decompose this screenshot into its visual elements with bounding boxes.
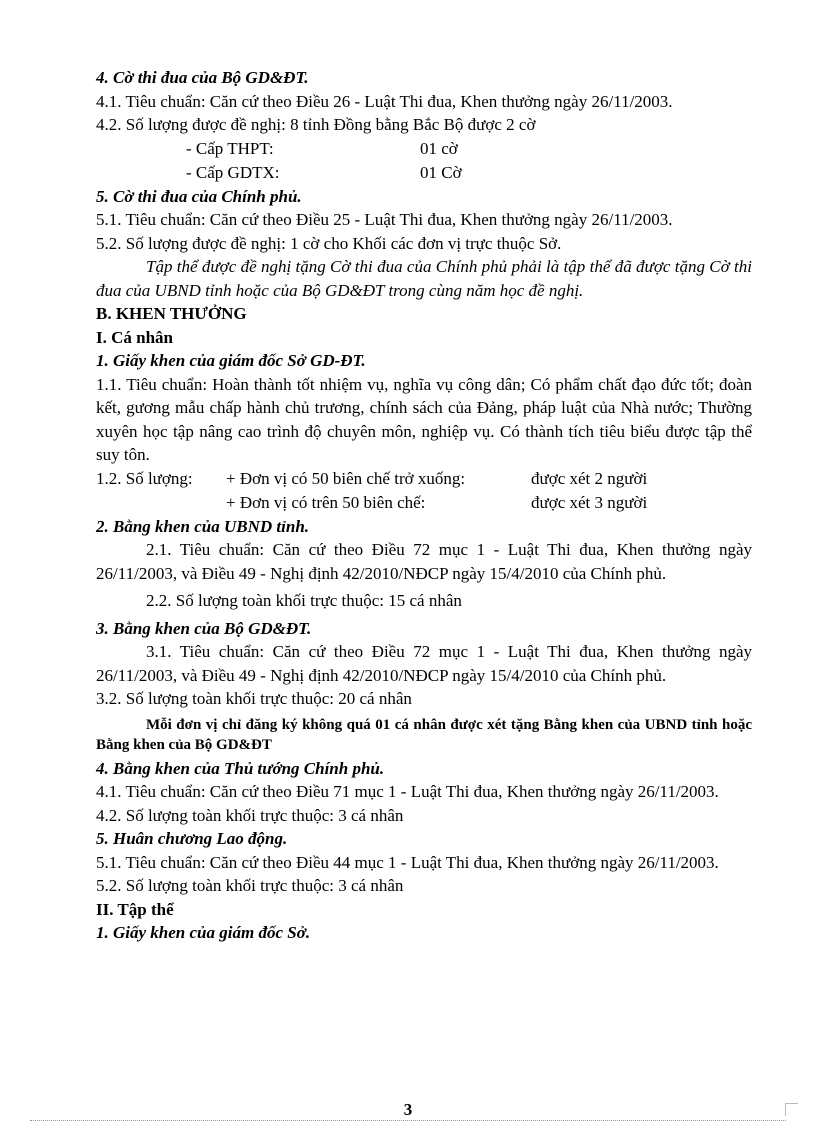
level-label: - Cấp GDTX: [186, 162, 280, 182]
page-corner-mark [785, 1103, 798, 1116]
page-number: 3 [403, 1100, 413, 1119]
level-row [96, 137, 752, 161]
italic-note: Tập thể được đề nghị tặng Cờ thi đua của Chính phủ phải là tập thể đã được tặng Cờ thi đua của UBND tỉnh hoặc của Bộ GD&ĐT trong cùng năm học đề nghị. [96, 257, 752, 300]
section-heading: 3. Bằng khen của Bộ GD&ĐT. [96, 618, 312, 638]
section-heading: 1. Giấy khen của giám đốc Sở. [96, 923, 311, 942]
quantity-row [96, 467, 752, 491]
quantity-text: 5.2. Số lượng được đề nghị: 1 cờ cho Khối các đơn vị trực thuộc Sở. [96, 233, 562, 253]
subpart-heading: I. Cá nhân [96, 327, 174, 347]
criteria-text: 5.1. Tiêu chuẩn: Căn cứ theo Điều 44 mục 1 - Luật Thi đua, Khen thưởng ngày 26/11/2003. [96, 852, 719, 872]
quantity-text: 4.2. Số lượng toàn khối trực thuộc: 3 cá nhân [96, 805, 404, 825]
level-label: - Cấp THPT: [186, 138, 274, 158]
criteria-text: 3.1. Tiêu chuẩn: Căn cứ theo Điều 72 mục 1 - Luật Thi đua, Khen thưởng ngày 26/11/2003, và Điều 49 - Nghị định 42/2010/NĐCP ngày 15/4/2010 của Chính phủ. [96, 642, 752, 685]
quantity-text: 2.2. Số lượng toàn khối trực thuộc: 15 cá nhân [146, 591, 462, 610]
quantity-condition: + Đơn vị có trên 50 biên chế: [226, 492, 426, 512]
section-heading: 4. Bằng khen của Thủ tướng Chính phủ. [96, 758, 385, 778]
level-row [96, 161, 752, 185]
level-value: 01 cờ [420, 138, 458, 158]
criteria-text: 5.1. Tiêu chuẩn: Căn cứ theo Điều 25 - Luật Thi đua, Khen thưởng ngày 26/11/2003. [96, 210, 673, 229]
section-heading: 5. Huân chương Lao động. [96, 829, 288, 848]
criteria-text: 2.1. Tiêu chuẩn: Căn cứ theo Điều 72 mục 1 - Luật Thi đua, Khen thưởng ngày 26/11/2003, và Điều 49 - Nghị định 42/2010/NĐCP ngày 15/4/2010 của Chính phủ. [96, 540, 752, 583]
quantity-text: 5.2. Số lượng toàn khối trực thuộc: 3 cá nhân [96, 876, 404, 895]
document-page [96, 66, 752, 945]
quantity-text: 3.2. Số lượng toàn khối trực thuộc: 20 cá nhân [96, 689, 412, 708]
section-heading: 2. Bằng khen của UBND tỉnh. [96, 516, 310, 536]
quantity-value: được xét 3 người [531, 492, 648, 512]
bold-note: Mỗi đơn vị chỉ đăng ký không quá 01 cá nhân được xét tặng Bằng khen của UBND tỉnh hoặc Bằng khen của Bộ GD&ĐT [96, 716, 752, 753]
level-value: 01 Cờ [420, 162, 462, 182]
quantity-text: 4.2. Số lượng được đề nghị: 8 tỉnh Đồng bằng Bắc Bộ được 2 cờ [96, 115, 536, 134]
footer-divider [30, 1120, 786, 1121]
subpart-heading: II. Tập thể [96, 899, 174, 919]
part-heading: B. KHEN THƯỞNG [96, 304, 247, 323]
section-heading: 5. Cờ thi đua của Chính phủ. [96, 186, 302, 206]
section-heading: 4. Cờ thi đua của Bộ GD&ĐT. [96, 68, 309, 87]
quantity-label: 1.2. Số lượng: [96, 468, 193, 488]
criteria-text: 1.1. Tiêu chuẩn: Hoàn thành tốt nhiệm vụ, nghĩa vụ công dân; Có phẩm chất đạo đức tốt; đoàn kết, gương mẫu chấp hành chủ trương, chính sách của Đảng, pháp luật của Nhà nước; Thường xuyên học tập nâng cao trình độ chuyên môn, nghiệp vụ. Có thành tích tiêu biểu được tập thể suy tôn. [96, 374, 752, 464]
quantity-condition: + Đơn vị có 50 biên chế trở xuống: [226, 468, 466, 488]
section-heading: 1. Giấy khen của giám đốc Sở GD-ĐT. [96, 351, 366, 370]
criteria-text: 4.1. Tiêu chuẩn: Căn cứ theo Điều 26 - Luật Thi đua, Khen thưởng ngày 26/11/2003. [96, 91, 673, 111]
quantity-value: được xét 2 người [531, 468, 648, 488]
criteria-text: 4.1. Tiêu chuẩn: Căn cứ theo Điều 71 mục 1 - Luật Thi đua, Khen thưởng ngày 26/11/2003. [96, 782, 719, 801]
quantity-row [96, 491, 752, 515]
